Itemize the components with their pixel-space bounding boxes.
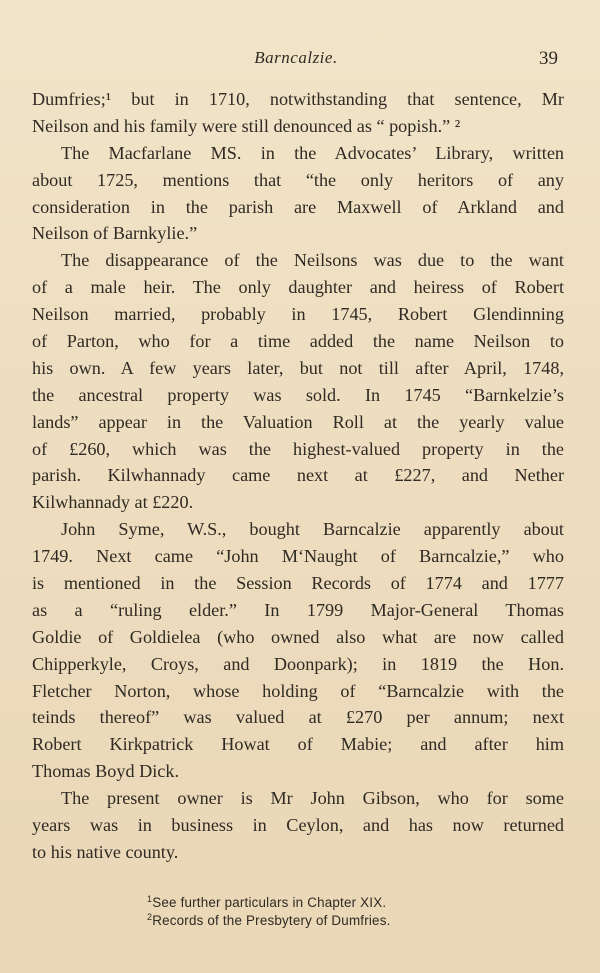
text-line: Dumfries;¹ but in 1710, notwithstanding that sentence, Mr: [32, 89, 564, 109]
text-line: years was in business in Ceylon, and has now returned: [32, 815, 564, 836]
text-line: about 1725, mentions that “the only heritors of any: [32, 169, 564, 190]
text-line: is mentioned in the Session Records of 1774 and 1777: [32, 573, 564, 594]
footnote: [147, 908, 477, 926]
text-line: Thomas Boyd Dick.: [32, 761, 180, 782]
text-line: 1749. Next came “John M‘Naught of Barncalzie,” who: [32, 546, 564, 567]
text-line: Neilson and his family were still denounced as “ popish.” ²: [32, 115, 461, 136]
running-head: Barncalzie.: [254, 48, 338, 67]
text-line: Kilwhannady at £220.: [32, 492, 194, 513]
footnote-mark: 2: [147, 912, 153, 922]
text-line: John Syme, W.S., bought Barncalzie apparently about: [61, 519, 564, 540]
text-line: The present owner is Mr John Gibson, who for some: [61, 788, 564, 809]
text-line: his own. A few years later, but not till after April, 1748,: [32, 357, 564, 378]
footnote-text: Records of the Presbytery of Dumfries.: [152, 913, 391, 928]
text-line: of a male heir. The only daughter and heiress of Robert: [32, 277, 564, 298]
text-line: Goldie of Goldielea (who owned also what are now called: [32, 626, 564, 647]
text-line: Neilson of Barnkylie.”: [32, 223, 198, 244]
text-line: Robert Kirkpatrick Howat of Mabie; and after him: [32, 734, 564, 755]
footnotes: [147, 890, 477, 926]
text-line: as a “ruling elder.” In 1799 Major-General Thomas: [32, 599, 564, 620]
text-line: teinds thereof” was valued at £270 per annum; next: [32, 707, 564, 728]
text-line: to his native county.: [32, 841, 179, 862]
footnote: [147, 890, 477, 908]
footnote-mark: 1: [147, 894, 153, 904]
text-line: lands” appear in the Valuation Roll at the yearly value: [32, 411, 564, 432]
text-line: Fletcher Norton, whose holding of “Barncalzie with the: [32, 680, 564, 701]
text-line: The Macfarlane MS. in the Advocates’ Library, written: [61, 142, 564, 163]
text-line: the ancestral property was sold. In 1745 “Barnkelzie’s: [32, 384, 564, 405]
text-line: of Parton, who for a time added the name Neilson to: [32, 331, 564, 352]
footnote-text: See further particulars in Chapter XIX.: [152, 895, 387, 910]
text-line: consideration in the parish are Maxwell of Arkland and: [32, 196, 564, 217]
text-line: Neilson married, probably in 1745, Robert Glendinning: [32, 304, 564, 325]
page-number: 39: [539, 48, 558, 69]
body-text: [32, 86, 564, 866]
text-line: The disappearance of the Neilsons was due to the want: [61, 250, 564, 271]
text-line: of £260, which was the highest-valued property in the: [32, 438, 564, 459]
text-line: Chipperkyle, Croys, and Doonpark); in 1819 the Hon.: [32, 653, 564, 674]
text-line: parish. Kilwhannady came next at £227, and Nether: [32, 465, 564, 486]
page-header: [32, 48, 560, 74]
